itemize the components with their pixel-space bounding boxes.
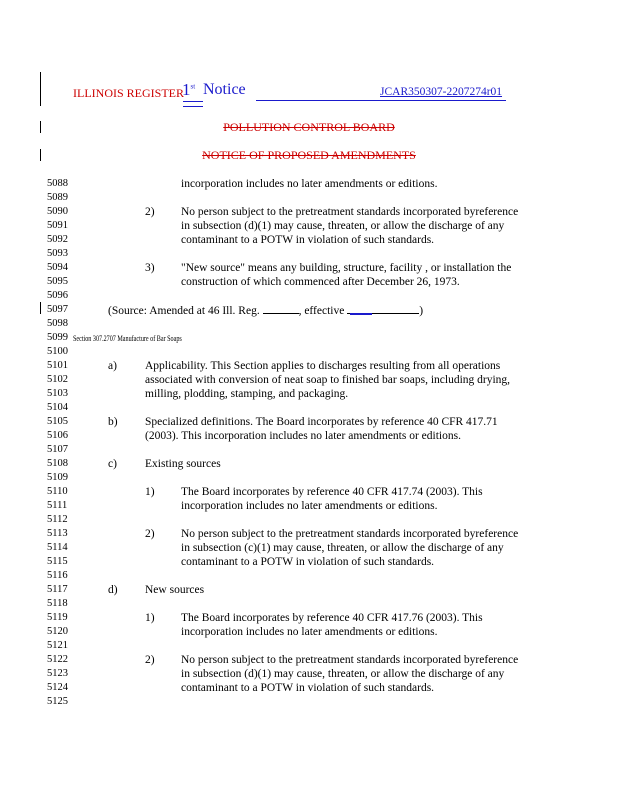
item-label: d) (108, 584, 118, 596)
line-number: 5105 (47, 416, 68, 427)
line-number: 5108 (47, 458, 68, 469)
body-line: New sources (145, 584, 205, 596)
body-line: incorporation includes no later amendments or editions. (181, 178, 438, 190)
line-number: 5117 (47, 584, 68, 595)
body-line: in subsection (d)(1) may cause, threaten, or allow the discharge of any (181, 220, 505, 232)
line-number: 5103 (47, 388, 68, 399)
notice-subtitle: NOTICE OF PROPOSED AMENDMENTS (202, 148, 416, 162)
line-number: 5118 (47, 598, 68, 609)
register-title: ILLINOIS REGISTER (73, 86, 184, 100)
body-line: incorporation includes no later amendments or editions. (181, 626, 438, 638)
revision-bar (40, 302, 41, 314)
line-number: 5111 (47, 500, 68, 511)
line-number: 5106 (47, 430, 68, 441)
body-line: contaminant to a POTW in violation of such standards. (181, 682, 435, 694)
section-heading: Section 307.2707 Manufacture of Bar Soaps (73, 333, 182, 343)
line-number: 5119 (47, 612, 68, 623)
body-line: contaminant to a POTW in violation of such standards. (181, 234, 435, 246)
double-underline (183, 101, 203, 107)
source-effective: , effective (298, 305, 345, 317)
line-number: 5124 (47, 682, 68, 693)
line-number: 5096 (47, 290, 68, 301)
body-line: No person subject to the pretreatment standards incorporated byreference (181, 654, 519, 666)
item-label: 2) (145, 206, 155, 218)
line-number: 5120 (47, 626, 68, 637)
line-number: 5097 (47, 304, 68, 315)
line-number: 5112 (47, 514, 68, 525)
body-line: associated with conversion of neat soap to finished bar soaps, including drying, (145, 374, 511, 386)
item-label: c) (108, 458, 117, 470)
item-label: b) (108, 416, 118, 428)
body-line: milling, plodding, stamping, and packaging. (145, 388, 349, 400)
line-number: 5101 (47, 360, 68, 371)
line-number: 5089 (47, 192, 68, 203)
body-line: The Board incorporates by reference 40 CFR 417.74 (2003). This (181, 486, 483, 498)
line-number: 5092 (47, 234, 68, 245)
line-number: 5115 (47, 556, 68, 567)
page-number: 1st (182, 80, 196, 99)
body-line: Specialized definitions. The Board incorporates by reference 40 CFR 417.71 (145, 416, 498, 428)
line-number: 5098 (47, 318, 68, 329)
line-number: 5123 (47, 668, 68, 679)
line-number: 5121 (47, 640, 68, 651)
item-label: a) (108, 360, 117, 372)
line-number: 5095 (47, 276, 68, 287)
line-number: 5093 (47, 248, 68, 259)
notice-title: Notice (203, 81, 246, 98)
line-number: 5113 (47, 528, 68, 539)
line-number: 5099 (47, 332, 68, 343)
body-line: No person subject to the pretreatment standards incorporated byreference (181, 206, 519, 218)
source-text: (Source: Amended at 46 Ill. Reg. (108, 305, 260, 317)
effective-blank (347, 303, 419, 314)
header-rule (256, 100, 506, 101)
body-line: Existing sources (145, 458, 221, 470)
line-number: 5116 (47, 570, 68, 581)
effective-blank-highlight (350, 313, 372, 315)
body-line: in subsection (d)(1) may cause, threaten, or allow the discharge of any (181, 668, 505, 680)
body-line: "New source" means any building, structure, facility , or installation the (181, 262, 512, 274)
item-label: 1) (145, 486, 155, 498)
line-number: 5110 (47, 486, 68, 497)
body-line: The Board incorporates by reference 40 CFR 417.76 (2003). This (181, 612, 483, 624)
document-id: JCAR350307-2207274r01 (380, 86, 503, 98)
item-label: 2) (145, 528, 155, 540)
line-number: 5094 (47, 262, 68, 273)
item-label: 3) (145, 262, 155, 274)
line-number: 5122 (47, 654, 68, 665)
body-line: in subsection (c)(1) may cause, threaten, or allow the discharge of any (181, 542, 504, 554)
line-number: 5091 (47, 220, 68, 231)
line-number: 5125 (47, 696, 68, 707)
revision-bar (40, 72, 41, 106)
agency-name: POLLUTION CONTROL BOARD (223, 120, 395, 134)
line-number: 5088 (47, 178, 68, 189)
source-note (108, 303, 423, 318)
register-blank (263, 303, 299, 314)
line-number: 5090 (47, 206, 68, 217)
line-number: 5104 (47, 402, 68, 413)
line-number: 5107 (47, 444, 68, 455)
body-line: Applicability. This Section applies to discharges resulting from all operations (145, 360, 501, 372)
item-label: 1) (145, 612, 155, 624)
line-number: 5100 (47, 346, 68, 357)
body-line: incorporation includes no later amendments or editions. (181, 500, 438, 512)
line-number: 5114 (47, 542, 68, 553)
body-line: (2003). This incorporation includes no later amendments or editions. (145, 430, 461, 442)
source-close: ) (419, 305, 424, 317)
body-line: contaminant to a POTW in violation of such standards. (181, 556, 435, 568)
body-line: construction of which commenced after December 26, 1973. (181, 276, 460, 288)
line-number: 5109 (47, 472, 68, 483)
line-number: 5102 (47, 374, 68, 385)
item-label: 2) (145, 654, 155, 666)
body-line: No person subject to the pretreatment standards incorporated byreference (181, 528, 519, 540)
